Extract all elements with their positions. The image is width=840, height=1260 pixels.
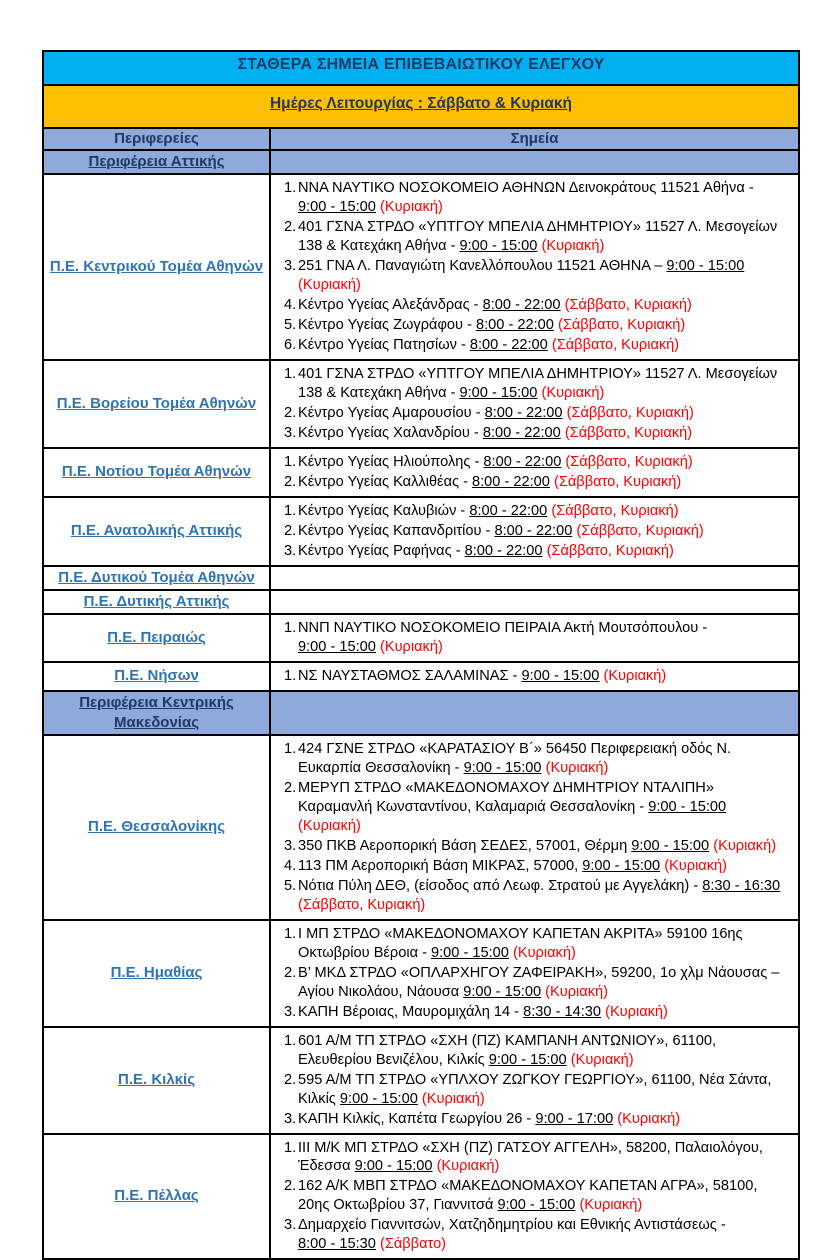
point-hours: 8:30 - 16:30 bbox=[702, 877, 781, 894]
point-text bbox=[298, 837, 798, 856]
point-description: 401 ΓΣΝΑ ΣΤΡΔΟ «ΥΠΤΓΟΥ ΜΠΕΛΙΑ ΔΗΜΗΤΡΙΟΥ» 11527 Λ. Μεσογείων 138 & Κατεχάκη Αθήνα - bbox=[298, 219, 778, 255]
point-text bbox=[298, 404, 798, 423]
region-link[interactable]: Π.Ε. Θεσσαλονίκης bbox=[87, 818, 226, 836]
point-days: (Κυριακή) bbox=[617, 1110, 681, 1127]
point-hours: 9:00 - 15:00 bbox=[339, 1090, 418, 1107]
point-number: 1. bbox=[284, 667, 297, 684]
point-item bbox=[271, 404, 798, 423]
points-cell bbox=[270, 735, 799, 920]
title-row bbox=[43, 51, 799, 85]
point-item bbox=[271, 1032, 798, 1070]
region-cell bbox=[43, 920, 270, 1027]
point-days: (Κυριακή) bbox=[545, 760, 609, 777]
point-days: (Σάββατο, Κυριακή) bbox=[564, 297, 692, 314]
point-item bbox=[271, 218, 798, 256]
region-link[interactable]: Π.Ε. Πέλλας bbox=[114, 1187, 199, 1205]
points-cell bbox=[270, 360, 799, 448]
point-text bbox=[298, 522, 798, 541]
point-text bbox=[298, 925, 798, 963]
point-description: 595 Α/Μ ΤΠ ΣΤΡΔΟ «ΥΠΛΧΟΥ ΖΩΓΚΟΥ ΓΕΩΡΓΙΟΥ», 61100, Νέα Σάντα, Κιλκίς bbox=[298, 1071, 772, 1107]
point-number: 4. bbox=[284, 297, 297, 314]
region-row bbox=[43, 1134, 799, 1260]
region-link[interactable]: Π.Ε. Δυτικής Αττικής bbox=[83, 592, 230, 610]
points-cell bbox=[270, 590, 799, 614]
point-description: ΚΑΠΗ Βέροιας, Μαυρομιχάλη 14 - bbox=[298, 1003, 520, 1020]
point-description: 424 ΓΣΝΕ ΣΤΡΔΟ «ΚΑΡΑΤΑΣΙΟΥ Β΄» 56450 Περιφερειακή οδός Ν. Ευκαρπία Θεσσαλονίκη - bbox=[298, 741, 732, 777]
point-text bbox=[298, 877, 798, 915]
region-cell bbox=[43, 360, 270, 448]
point-number: 3. bbox=[284, 258, 297, 275]
point-number: 2. bbox=[284, 522, 297, 539]
point-description: ΚΑΠΗ Κιλκίς, Καπέτα Γεωργίου 26 - bbox=[298, 1110, 532, 1127]
point-text bbox=[298, 1139, 798, 1177]
subtitle-row bbox=[43, 85, 799, 128]
point-item bbox=[271, 336, 798, 355]
operating-days-bar bbox=[43, 85, 799, 128]
point-description: Κέντρο Υγείας Ζωγράφου - bbox=[298, 317, 472, 334]
point-number: 2. bbox=[284, 780, 297, 797]
point-description: Κέντρο Υγείας Καλλιθέας - bbox=[298, 473, 468, 490]
point-text bbox=[298, 740, 798, 778]
points-cell bbox=[270, 920, 799, 1027]
point-item bbox=[271, 779, 798, 836]
point-description: 162 Α/Κ ΜΒΠ ΣΤΡΔΟ «ΜΑΚΕΔΟΝΟΜΑΧΟΥ ΚΑΠΕΤΑΝ ΑΓΡΑ», 58100, 20ης Οκτωβρίου 37, Γιαννιτσά bbox=[298, 1178, 758, 1214]
point-number: 1. bbox=[284, 925, 297, 942]
point-description: Νότια Πύλη ΔΕΘ, (είσοδος από Λεωφ. Στρατού με Αγγελάκη) - bbox=[298, 877, 699, 894]
point-description: Κέντρο Υγείας Καλυβιών - bbox=[298, 502, 466, 519]
points-cell bbox=[270, 448, 799, 497]
points-column-label: Σημεία bbox=[510, 130, 559, 147]
point-item bbox=[271, 179, 798, 217]
region-link[interactable]: Π.Ε. Βορείου Τομέα Αθηνών bbox=[56, 394, 257, 412]
point-days: (Κυριακή) bbox=[541, 238, 605, 255]
point-item bbox=[271, 453, 798, 472]
point-item bbox=[271, 1139, 798, 1177]
point-item bbox=[271, 837, 798, 856]
point-text bbox=[298, 453, 798, 472]
point-number: 3. bbox=[284, 424, 297, 441]
point-item bbox=[271, 522, 798, 541]
region-row bbox=[43, 1027, 799, 1134]
point-text bbox=[298, 1032, 798, 1070]
point-hours: 8:00 - 15:30 bbox=[298, 1236, 376, 1253]
point-text bbox=[298, 857, 798, 876]
point-description: 601 Α/Μ ΤΠ ΣΤΡΔΟ «ΣΧΗ (ΠΖ) ΚΑΜΠΑΝΗ ΑΝΤΩΝΙΟΥ», 61100, Ελευθερίου Βενιζέλου, Κιλκίς bbox=[298, 1032, 717, 1068]
region-link[interactable]: Π.Ε. Κεντρικού Τομέα Αθηνών bbox=[49, 258, 264, 276]
point-text bbox=[298, 218, 798, 256]
region-band-label: Περιφέρεια Κεντρικής Μακεδονίας bbox=[79, 693, 234, 731]
control-points-table bbox=[42, 50, 800, 1260]
point-hours: 9:00 - 17:00 bbox=[535, 1110, 614, 1127]
point-item bbox=[271, 877, 798, 915]
point-number: 2. bbox=[284, 1071, 297, 1088]
point-days: (Σάββατο, Κυριακή) bbox=[564, 424, 693, 441]
region-cell bbox=[43, 174, 270, 360]
point-number: 1. bbox=[284, 502, 297, 519]
operating-days-label: Ημέρες Λειτουργίας : Σάββατο & Κυριακή bbox=[269, 95, 573, 112]
point-days: (Κυριακή) bbox=[605, 1003, 668, 1020]
point-item bbox=[271, 740, 798, 778]
point-hours: 9:00 - 15:00 bbox=[298, 638, 376, 655]
point-item bbox=[271, 502, 798, 521]
point-days: (Κυριακή) bbox=[541, 384, 605, 401]
point-days: (Κυριακή) bbox=[379, 638, 443, 655]
point-text bbox=[298, 179, 798, 217]
point-item bbox=[271, 424, 798, 443]
point-number: 1. bbox=[284, 1139, 297, 1156]
point-item bbox=[271, 542, 798, 561]
points-cell bbox=[270, 566, 799, 590]
region-cell bbox=[43, 497, 270, 566]
regions-column-header bbox=[43, 128, 270, 150]
point-days: (Κυριακή) bbox=[664, 857, 728, 874]
point-description: ΝΣ ΝΑΥΣΤΑΘΜΟΣ ΣΑΛΑΜΙΝΑΣ - bbox=[298, 667, 518, 684]
point-number: 2. bbox=[284, 964, 297, 981]
point-item bbox=[271, 257, 798, 295]
region-row bbox=[43, 360, 799, 448]
point-description: Κέντρο Υγείας Καπανδριτίου - bbox=[298, 522, 491, 539]
point-days: (Κυριακή) bbox=[421, 1090, 485, 1107]
region-link[interactable]: Π.Ε. Δυτικού Τομέα Αθηνών bbox=[58, 568, 255, 586]
point-days: (Σάββατο, Κυριακή) bbox=[553, 473, 682, 490]
region-row bbox=[43, 920, 799, 1027]
point-days: (Κυριακή) bbox=[298, 277, 361, 294]
point-days: (Κυριακή) bbox=[436, 1158, 500, 1175]
region-band-row bbox=[43, 691, 799, 736]
region-cell bbox=[43, 735, 270, 920]
point-text bbox=[298, 1216, 798, 1254]
point-description: Ι ΜΠ ΣΤΡΔΟ «ΜΑΚΕΔΟΝΟΜΑΧΟΥ ΚΑΠΕΤΑΝ ΑΚΡΙΤΑ» 59100 16ης Οκτωβρίου Βέροια - bbox=[298, 925, 743, 961]
region-cell bbox=[43, 1134, 270, 1260]
region-cell bbox=[43, 1027, 270, 1134]
point-item bbox=[271, 1216, 798, 1254]
region-row bbox=[43, 566, 799, 590]
point-item bbox=[271, 925, 798, 963]
point-item bbox=[271, 1177, 798, 1215]
point-number: 3. bbox=[284, 1217, 297, 1234]
point-number: 5. bbox=[284, 317, 297, 334]
points-cell bbox=[270, 1027, 799, 1134]
point-number: 1. bbox=[284, 180, 297, 197]
point-text bbox=[298, 502, 798, 521]
region-cell bbox=[43, 566, 270, 590]
point-days: (Κυριακή) bbox=[512, 944, 576, 961]
point-number: 2. bbox=[284, 404, 297, 421]
point-days: (Σάββατο, Κυριακή) bbox=[565, 453, 693, 470]
point-text bbox=[298, 336, 798, 355]
point-description: ΝΝΠ ΝΑΥΤΙΚΟ ΝΟΣΟΚΟΜΕΙΟ ΠΕΙΡΑΙΑ Ακτή Μουτσόπουλου - bbox=[298, 619, 708, 636]
point-item bbox=[271, 316, 798, 335]
region-row bbox=[43, 735, 799, 920]
point-text bbox=[298, 542, 798, 561]
point-number: 2. bbox=[284, 219, 297, 236]
point-text bbox=[298, 365, 798, 403]
region-band-label-cell bbox=[43, 691, 270, 736]
point-description: Κέντρο Υγείας Ηλιούπολης - bbox=[298, 453, 480, 470]
regions-column-label: Περιφερείες bbox=[114, 130, 199, 147]
point-hours: 9:00 - 15:00 bbox=[488, 1051, 567, 1068]
point-hours: 8:00 - 22:00 bbox=[472, 473, 550, 490]
point-number: 4. bbox=[284, 857, 297, 874]
point-number: 1. bbox=[284, 619, 297, 636]
region-row bbox=[43, 662, 799, 691]
region-link[interactable]: Π.Ε. Κιλκίς bbox=[117, 1071, 195, 1089]
point-item bbox=[271, 365, 798, 403]
point-hours: 9:00 - 15:00 bbox=[497, 1197, 576, 1214]
region-link[interactable]: Π.Ε. Πειραιώς bbox=[107, 628, 206, 646]
point-item bbox=[271, 619, 798, 657]
point-description: Κέντρο Υγείας Αλεξάνδρας - bbox=[298, 297, 479, 314]
point-hours: 9:00 - 15:00 bbox=[459, 238, 538, 255]
point-days: (Κυριακή) bbox=[298, 817, 361, 834]
point-hours: 9:00 - 15:00 bbox=[354, 1158, 433, 1175]
point-hours: 8:00 - 22:00 bbox=[494, 522, 573, 539]
point-hours: 9:00 - 15:00 bbox=[521, 667, 600, 684]
point-days: (Κυριακή) bbox=[713, 837, 777, 854]
point-number: 1. bbox=[284, 453, 297, 470]
point-days: (Κυριακή) bbox=[545, 983, 609, 1000]
point-text bbox=[298, 424, 798, 443]
point-hours: 9:00 - 15:00 bbox=[298, 199, 376, 216]
point-number: 2. bbox=[284, 473, 297, 490]
points-cell bbox=[270, 1134, 799, 1260]
point-text bbox=[298, 316, 798, 335]
point-item bbox=[271, 1110, 798, 1129]
point-hours: 9:00 - 15:00 bbox=[666, 258, 745, 275]
point-days: (Σάββατο, Κυριακή) bbox=[298, 896, 426, 913]
point-hours: 8:00 - 22:00 bbox=[483, 453, 562, 470]
point-days: (Σάββατο, Κυριακή) bbox=[546, 542, 674, 559]
point-hours: 9:00 - 15:00 bbox=[631, 837, 710, 854]
region-cell bbox=[43, 448, 270, 497]
point-days: (Σάββατο, Κυριακή) bbox=[551, 502, 679, 519]
point-text bbox=[298, 964, 798, 1002]
point-number: 3. bbox=[284, 542, 297, 559]
point-hours: 8:00 - 22:00 bbox=[482, 424, 561, 441]
point-description: Κέντρο Υγείας Ραφήνας - bbox=[298, 542, 461, 559]
point-number: 3. bbox=[284, 1110, 297, 1127]
point-number: 1. bbox=[284, 741, 297, 758]
point-description: ΙΙΙ Μ/Κ ΜΠ ΣΤΡΔΟ «ΣΧΗ (ΠΖ) ΓΑΤΣΟΥ ΑΓΓΕΛΗ», 58200, Παλαιολόγου, Έδεσσα bbox=[298, 1139, 763, 1175]
point-hours: 9:00 - 15:00 bbox=[463, 760, 542, 777]
point-days: (Κυριακή) bbox=[579, 1197, 643, 1214]
point-text bbox=[298, 619, 798, 657]
table-body bbox=[43, 51, 799, 1259]
point-description: 113 ΠΜ Αεροπορική Βάση ΜΙΚΡΑΣ, 57000, bbox=[298, 857, 579, 874]
point-hours: 8:00 - 22:00 bbox=[469, 337, 548, 353]
point-number: 3. bbox=[284, 1003, 297, 1020]
point-hours: 8:00 - 22:00 bbox=[469, 502, 548, 519]
point-hours: 8:00 - 22:00 bbox=[464, 542, 543, 559]
point-description: Β’ ΜΚΔ ΣΤΡΔΟ «ΟΠΛΑΡΧΗΓΟΥ ΖΑΦΕΙΡΑΚΗ», 59200, 1ο χλμ Νάουσας – Αγίου Νικολάου, Νάουσα bbox=[298, 964, 780, 1000]
points-cell bbox=[270, 662, 799, 691]
point-days: (Κυριακή) bbox=[379, 199, 443, 216]
points-cell bbox=[270, 614, 799, 662]
region-band-empty-cell bbox=[270, 150, 799, 174]
point-item bbox=[271, 296, 798, 315]
point-number: 1. bbox=[284, 1032, 297, 1049]
point-text bbox=[298, 1003, 798, 1022]
point-text bbox=[298, 1110, 798, 1129]
region-row bbox=[43, 448, 799, 497]
region-link[interactable]: Π.Ε. Νήσων bbox=[114, 667, 199, 685]
point-description: Κέντρο Υγείας Πατησίων - bbox=[298, 337, 466, 353]
point-hours: 9:00 - 15:00 bbox=[459, 384, 538, 401]
region-cell bbox=[43, 590, 270, 614]
points-cell bbox=[270, 497, 799, 566]
point-hours: 9:00 - 15:00 bbox=[431, 944, 509, 961]
region-band-label-cell bbox=[43, 150, 270, 174]
point-item bbox=[271, 857, 798, 876]
point-text bbox=[298, 1071, 798, 1109]
region-row bbox=[43, 590, 799, 614]
point-days: (Κυριακή) bbox=[570, 1051, 634, 1068]
point-description: Κέντρο Υγείας Χαλανδρίου - bbox=[298, 424, 479, 441]
point-item bbox=[271, 473, 798, 492]
point-description: 350 ΠΚΒ Αεροπορική Βάση ΣΕΔΕΣ, 57001, Θέρμη bbox=[298, 837, 628, 854]
region-cell bbox=[43, 662, 270, 691]
point-description: ΝΝΑ ΝΑΥΤΙΚΟ ΝΟΣΟΚΟΜΕΙΟ ΑΘΗΝΩΝ Δεινοκράτους 11521 Αθήνα - bbox=[298, 180, 754, 197]
point-hours: 9:00 - 15:00 bbox=[582, 857, 661, 874]
region-row bbox=[43, 497, 799, 566]
point-number: 2. bbox=[284, 1178, 297, 1195]
region-link[interactable]: Π.Ε. Ημαθίας bbox=[110, 964, 203, 982]
point-hours: 9:00 - 15:00 bbox=[648, 799, 727, 815]
region-band-empty-cell bbox=[270, 691, 799, 736]
page-title: ΣΤΑΘΕΡΑ ΣΗΜΕΙΑ ΕΠΙΒΕΒΑΙΩΤΙΚΟΥ ΕΛΕΓΧΟΥ bbox=[237, 56, 605, 73]
point-description: ΜΕΡΥΠ ΣΤΡΔΟ «ΜΑΚΕΔΟΝΟΜΑΧΟΥ ΔΗΜΗΤΡΙΟΥ ΝΤΑΛΙΠΗ» Καραμανλή Κωνσταντίνου, Καλαμαριά Θεσσαλονίκη - bbox=[298, 780, 714, 815]
points-column-header bbox=[270, 128, 799, 150]
point-hours: 8:30 - 14:30 bbox=[523, 1003, 602, 1020]
point-days: (Σάββατο, Κυριακή) bbox=[566, 404, 694, 421]
point-text bbox=[298, 779, 798, 836]
point-number: 5. bbox=[284, 877, 297, 894]
region-band-row bbox=[43, 150, 799, 174]
point-text bbox=[298, 296, 798, 315]
region-row bbox=[43, 614, 799, 662]
point-item bbox=[271, 964, 798, 1002]
points-cell bbox=[270, 174, 799, 360]
point-text bbox=[298, 473, 798, 492]
point-hours: 8:00 - 22:00 bbox=[484, 404, 563, 421]
point-days: (Σάββατο) bbox=[379, 1236, 447, 1253]
point-item bbox=[271, 667, 798, 686]
point-item bbox=[271, 1003, 798, 1022]
point-days: (Σάββατο, Κυριακή) bbox=[557, 317, 686, 334]
title-bar bbox=[43, 51, 799, 85]
point-hours: 8:00 - 22:00 bbox=[482, 297, 561, 314]
point-item bbox=[271, 1071, 798, 1109]
point-number: 1. bbox=[284, 365, 297, 382]
point-description: 251 ΓΝΑ Λ. Παναγιώτη Κανελλόπουλου 11521 ΑΘΗΝΑ – bbox=[298, 258, 663, 275]
region-link[interactable]: Π.Ε. Ανατολικής Αττικής bbox=[70, 522, 243, 540]
point-days: (Κυριακή) bbox=[603, 667, 667, 684]
region-row bbox=[43, 174, 799, 360]
point-text bbox=[298, 257, 798, 295]
point-text bbox=[298, 667, 798, 686]
point-description: Κέντρο Υγείας Αμαρουσίου - bbox=[298, 404, 481, 421]
point-description: Δημαρχείο Γιαννιτσών, Χατζηδημητρίου και Εθνικής Αντιστάσεως - bbox=[298, 1217, 726, 1234]
point-number: 3. bbox=[284, 837, 297, 854]
point-description: 401 ΓΣΝΑ ΣΤΡΔΟ «ΥΠΤΓΟΥ ΜΠΕΛΙΑ ΔΗΜΗΤΡΙΟΥ» 11527 Λ. Μεσογείων 138 & Κατεχάκη Αθήνα - bbox=[298, 365, 778, 401]
point-text bbox=[298, 1177, 798, 1215]
point-days: (Σάββατο, Κυριακή) bbox=[576, 522, 704, 539]
column-header-row bbox=[43, 128, 799, 150]
point-hours: 9:00 - 15:00 bbox=[463, 983, 542, 1000]
point-days: (Σάββατο, Κυριακή) bbox=[551, 337, 680, 353]
point-hours: 8:00 - 22:00 bbox=[476, 317, 554, 334]
region-cell bbox=[43, 614, 270, 662]
point-number: 6. bbox=[284, 337, 297, 353]
region-link[interactable]: Π.Ε. Νοτίου Τομέα Αθηνών bbox=[61, 463, 252, 481]
region-band-label: Περιφέρεια Αττικής bbox=[88, 153, 225, 170]
